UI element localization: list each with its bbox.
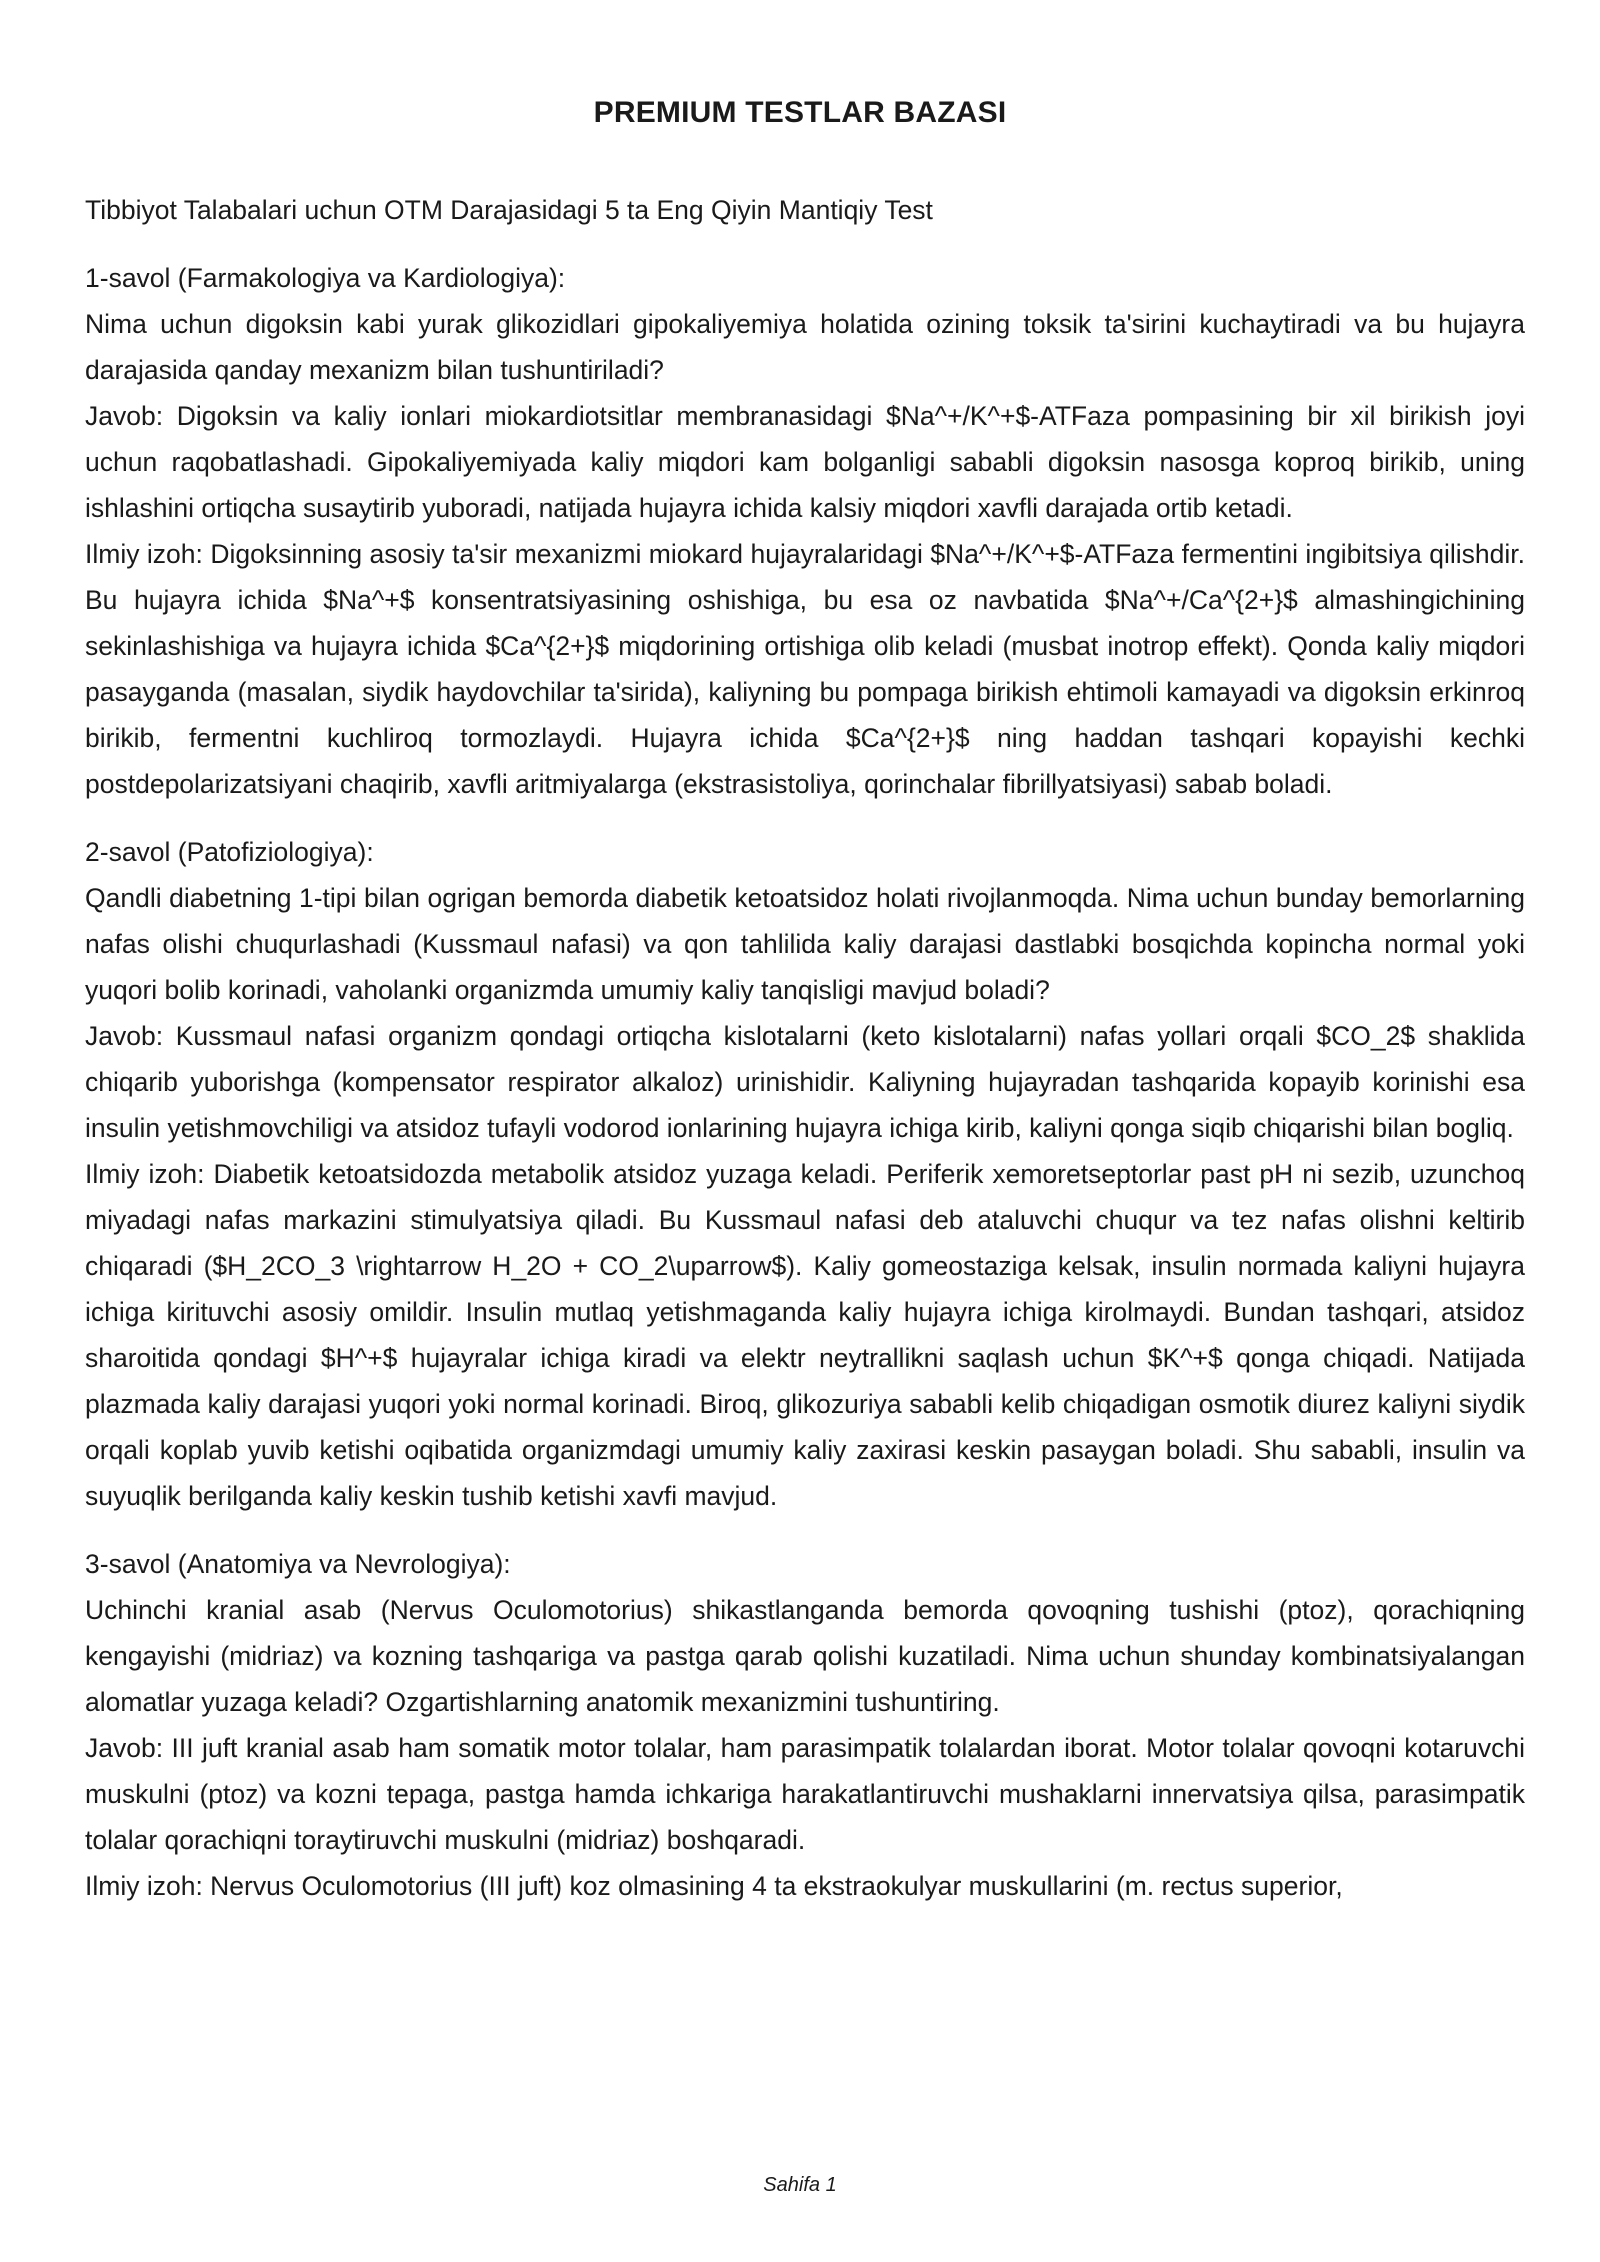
explanation-text: Ilmiy izoh: Nervus Oculomotorius (III juft) koz olmasining 4 ta ekstraokulyar muskullarini (m. rectus superior, xyxy=(85,1871,1343,1901)
question-text: Nima uchun digoksin kabi yurak glikozidlari gipokaliyemiya holatida ozining toksik ta'sirini kuchaytiradi va bu hujayra darajasida qanday mexanizm bilan tushuntiriladi? xyxy=(85,309,1525,385)
explanation-text: Ilmiy izoh: Diabetik ketoatsidozda metabolik atsidoz yuzaga keladi. Periferik xemoretseptorlar past pH ni sezib, uzunchoq miyadagi nafas markazini stimulyatsiya qiladi. Bu Kussmaul nafasi deb ataluvchi chuqur va tez nafas olishni keltirib chiqaradi ($H_2CO_3 \rightarrow H_2O + CO_2\uparrow$). Kaliy gomeostaziga kelsak, insulin normada kaliyni hujayra ichiga kirituvchi asosiy omildir. Insulin mutlaq yetishmaganda kaliy hujayra ichiga kirolmaydi. Bundan tashqari, atsidoz sharoitida qondagi $H^+$ hujayralar ichiga kiradi va elektr neytrallikni saqlash uchun $K^+$ qonga chiqadi. Natijada plazmada kaliy darajasi yuqori yoki normal korinadi. Biroq, glikozuriya sababli kelib chiqadigan osmotik diurez kaliyni siydik orqali koplab yuvib ketishi oqibatida organizmdagi umumiy kaliy zaxirasi keskin pasaygan boladi. Shu sababli, insulin va suyuqlik berilganda kaliy keskin tushib ketishi xavfi mavjud. xyxy=(85,1159,1525,1511)
answer-text: Javob: III juft kranial asab ham somatik motor tolalar, ham parasimpatik tolalardan iborat. Motor tolalar qovoqni kotaruvchi muskulni (ptoz) va kozni tepaga, pastga hamda ichkariga harakatlantiruvchi mushaklarni innervatsiya qilsa, parasimpatik tolalar qorachiqni toraytiruvchi muskulni (midriaz) boshqaradi. xyxy=(85,1733,1525,1855)
question-section-3 xyxy=(85,1541,1525,1909)
question-text: Qandli diabetning 1-tipi bilan ogrigan bemorda diabetik ketoatsidoz holati rivojlanmoqda. Nima uchun bunday bemorlarning nafas olishi chuqurlashadi (Kussmaul nafasi) va qon tahlilida kaliy darajasi dastlabki bosqichda kopincha normal yoki yuqori bolib korinadi, vaholanki organizmda umumiy kaliy tanqisligi mavjud boladi? xyxy=(85,883,1525,1005)
question-heading: 1-savol (Farmakologiya va Kardiologiya): xyxy=(85,263,566,293)
question-section-2 xyxy=(85,829,1525,1519)
question-heading: 3-savol (Anatomiya va Nevrologiya): xyxy=(85,1549,511,1579)
document-title: PREMIUM TESTLAR BAZASI xyxy=(593,96,1007,129)
explanation-text: Ilmiy izoh: Digoksinning asosiy ta'sir mexanizmi miokard hujayralaridagi $Na^+/K^+$-ATFaza fermentini ingibitsiya qilishdir. Bu hujayra ichida $Na^+$ konsentratsiyasining oshishiga, bu esa oz navbatida $Na^+/Ca^{2+}$ almashingichining sekinlashishiga va hujayra ichida $Ca^{2+}$ miqdorining ortishiga olib keladi (musbat inotrop effekt). Qonda kaliy miqdori pasayganda (masalan, siydik haydovchilar ta'sirida), kaliyning bu pompaga birikish ehtimoli kamayadi va digoksin erkinroq birikib, fermentni kuchliroq tormozlaydi. Hujayra ichida $Ca^{2+}$ ning haddan tashqari kopayishi kechki postdepolarizatsiyani chaqirib, xavfli aritmiyalarga (ekstrasistoliya, qorinchalar fibrillyatsiyasi) sabab boladi. xyxy=(85,539,1525,799)
page-number-footer: Sahifa 1 xyxy=(763,2174,837,2196)
document-body xyxy=(85,187,1525,1909)
answer-text: Javob: Kussmaul nafasi organizm qondagi ortiqcha kislotalarni (keto kislotalarni) nafas yollari orqali $CO_2$ shaklida chiqarib yuborishga (kompensator respirator alkaloz) urinishidir. Kaliyning hujayradan tashqarida kopayib korinishi esa insulin yetishmovchiligi va atsidoz tufayli vodorod ionlarining hujayra ichiga kirib, kaliyni qonga siqib chiqarishi bilan bogliq. xyxy=(85,1021,1525,1143)
answer-text: Javob: Digoksin va kaliy ionlari miokardiotsitlar membranasidagi $Na^+/K^+$-ATFaza pompasining bir xil birikish joyi uchun raqobatlashadi. Gipokaliyemiyada kaliy miqdori kam bolganligi sababli digoksin nasosga koproq birikib, uning ishlashini ortiqcha susaytirib yuboradi, natijada hujayra ichida kalsiy miqdori xavfli darajada ortib ketadi. xyxy=(85,401,1525,523)
question-text: Uchinchi kranial asab (Nervus Oculomotorius) shikastlanganda bemorda qovoqning tushishi (ptoz), qorachiqning kengayishi (midriaz) va kozning tashqariga va pastga qarab qolishi kuzatiladi. Nima uchun shunday kombinatsiyalangan alomatlar yuzaga keladi? Ozgartishlarning anatomik mexanizmini tushuntiring. xyxy=(85,1595,1525,1717)
question-section-1 xyxy=(85,255,1525,807)
question-heading: 2-savol (Patofiziologiya): xyxy=(85,837,374,867)
document-subtitle: Tibbiyot Talabalari uchun OTM Darajasidagi 5 ta Eng Qiyin Mantiqiy Test xyxy=(85,195,933,225)
